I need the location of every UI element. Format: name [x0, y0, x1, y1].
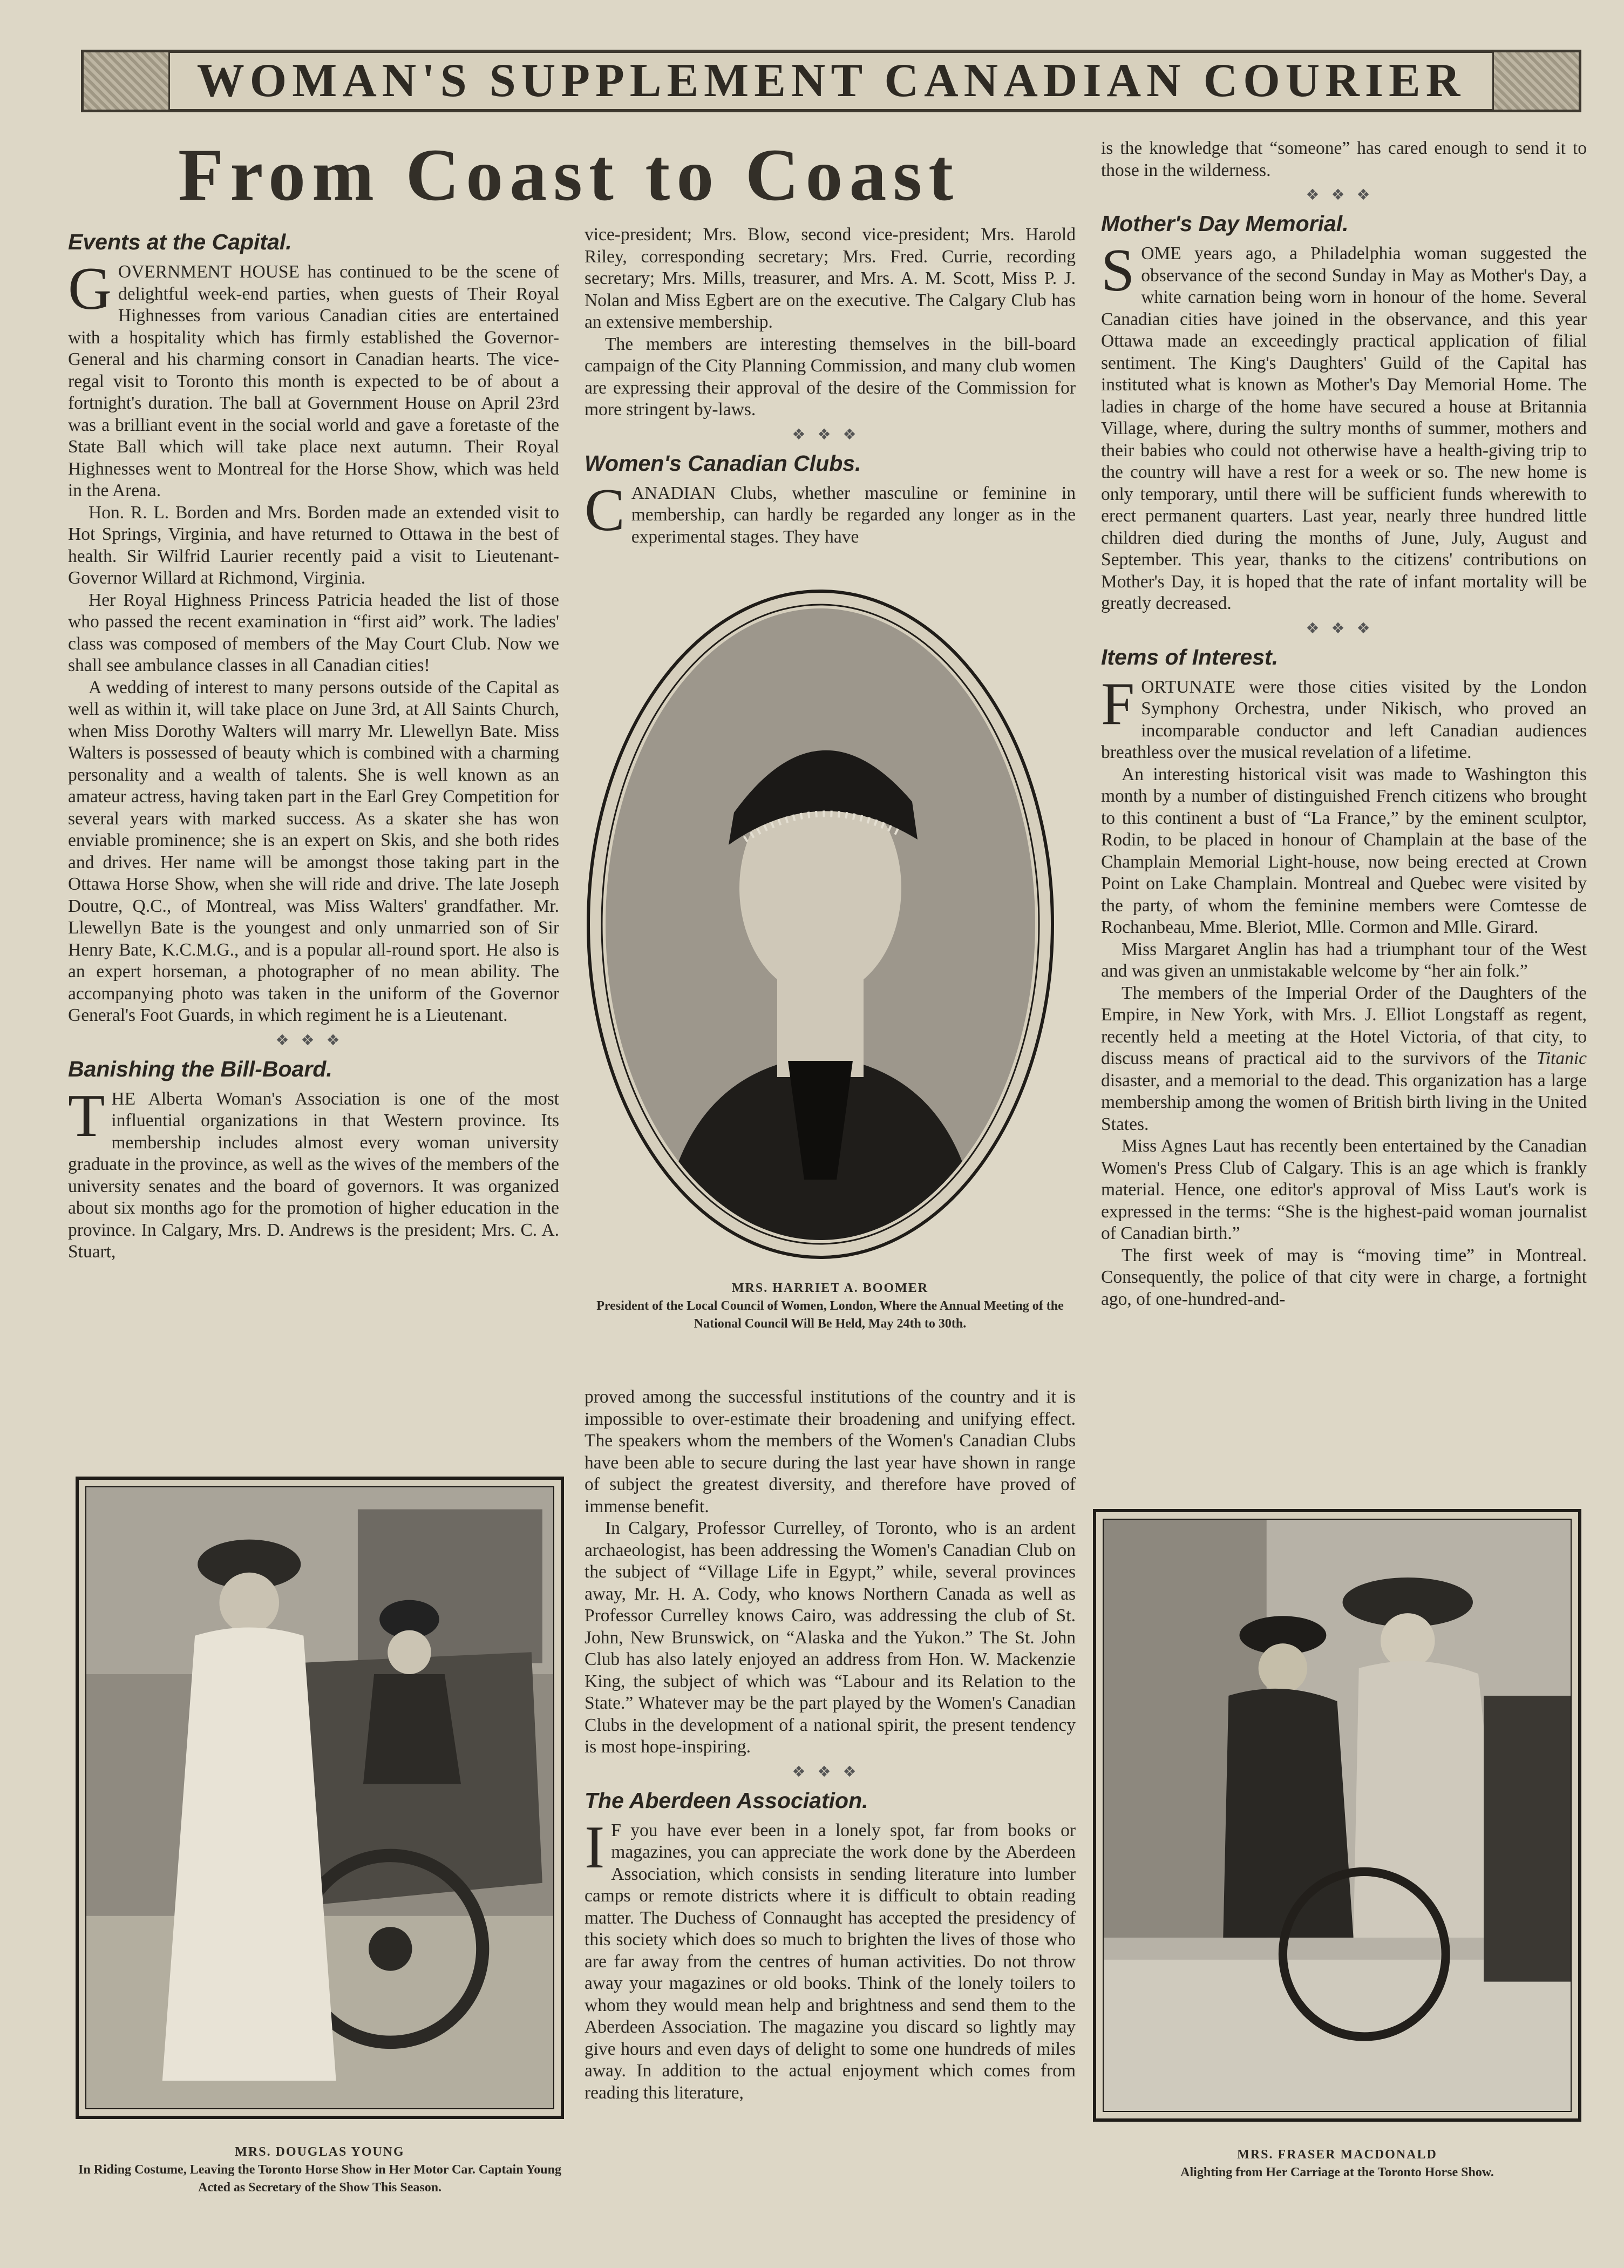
section-ornament: ❖❖❖: [1306, 186, 1382, 204]
fraser-macdonald-photo-image: [1104, 1520, 1571, 2111]
caption-name-fraser-macdonald: MRS. FRASER MACDONALD: [1237, 2148, 1437, 2162]
column-2-bottom-text: [585, 1386, 1076, 2104]
photo-douglas-young: [76, 1477, 564, 2119]
dropcap-i: I: [585, 1813, 605, 1881]
section-ornament: ❖❖❖: [792, 1762, 868, 1780]
portrait-harriet-boomer: [583, 586, 1058, 1263]
capital-paragraph-1: OVERNMENT HOUSE has continued to be the scene of delightful week-end parties, when guests of Their Royal Highnesses from various Canadian cities are entertained with a hospitality which has firmly established the Governor-General and his charming consort in Canadian hearts. The vice-regal visit to Toronto this month is expected to be of about a fortnight's duration. The ball at Government House on April 23rd was a brilliant event in the social world and gave a foretaste of the State Ball which will take place next autumn. Their Royal Highnesses went to Montreal for the Horse Show, which was held in the Arena.: [68, 262, 559, 500]
douglas-young-photo-image: [86, 1487, 553, 2108]
dropcap-g: G: [68, 255, 112, 322]
column-1-text: [68, 224, 559, 1263]
section-heading-aberdeen: The Aberdeen Association.: [585, 1788, 868, 1813]
dropcap-s: S: [1101, 237, 1135, 304]
banner-text: WOMAN'S SUPPLEMENT CANADIAN COURIER: [168, 51, 1494, 111]
titanic-italic: Titanic: [1536, 1048, 1587, 1068]
section-ornament: ❖❖❖: [792, 425, 868, 443]
caption-fraser-macdonald: [1093, 2146, 1581, 2182]
items-paragraph-4: The members of the Imperial Order of the Daughters of the Empire, in New York, with Mrs. J. Elliot Longstaff as regent, recently held a meeting at the Hotel Victoria, of that city, to discuss means of practical aid to the survivors of the Titanic disaster, and a memorial to the dead. This organization has a large membership among the women of British birth living in the United States.: [1101, 983, 1587, 1134]
mothers-day-paragraph: OME years ago, a Philadelphia woman suggested the observance of the second Sunday in May as Mother's Day, a white carnation being worn in honour of the home. Several Canadian cities have joined in the observance, and this year Ottawa made an exceedingly practical application of filial sentiment. The King's Daughters' Guild of the Capital has instituted what is known as Mother's Day Memorial Home. The ladies in charge of the home have secured a house at Britannia Village, where, during the sultry months of summer, mothers and their babies who could not otherwise have a health-giving trip to the country will have a rest for a week or so. The new home is only temporary, until there will be sufficient funds wherewith to erect permanent quarters. Last year, nearly three hundred little children died during the months of June, July, August and September. This year, thanks to the citizens' contributions on Mother's Day, it is hoped that the rate of infant mortality will be greatly decreased.: [1101, 243, 1587, 613]
clubs-calgary-paragraph-2: The members are interesting themselves in the bill-board campaign of the City Planning Commission, and many club women are expressing their approval of the desire of the Commission for more stringent by-laws.: [585, 334, 1076, 419]
section-heading-clubs: Women's Canadian Clubs.: [585, 450, 861, 476]
dropcap-f: F: [1101, 670, 1135, 737]
section-ornament: ❖❖❖: [275, 1031, 352, 1049]
caption-douglas-young: [76, 2143, 564, 2197]
dropcap-t: T: [68, 1082, 105, 1149]
caption-text-harriet-boomer: President of the Local Council of Women, London, Where the Annual Meeting of the National Council Will Be Held, May 24th to 30th.: [596, 1299, 1064, 1331]
column-3-text: [1101, 138, 1587, 1310]
caption-name-harriet-boomer: MRS. HARRIET A. BOOMER: [731, 1281, 929, 1295]
capital-paragraph-3: Her Royal Highness Princess Patricia headed the list of those who passed the recent examination in “first aid” work. The ladies' class was composed of members of the May Court Club. Now we shall see ambulance classes in all Canadian cities!: [68, 590, 559, 675]
caption-text-douglas-young: In Riding Costume, Leaving the Toronto Horse Show in Her Motor Car. Captain Young Acted as Secretary of the Show This Season.: [78, 2163, 561, 2195]
items-paragraph-6: The first week of may is “moving time” in Montreal. Consequently, the police of that city were in charge, a fortnight ago, of one-hundred-and-: [1101, 1245, 1587, 1309]
page-title: From Coast to Coast: [178, 133, 960, 216]
caption-text-fraser-macdonald: Alighting from Her Carriage at the Toronto Horse Show.: [1180, 2165, 1494, 2179]
section-ornament: ❖❖❖: [1306, 619, 1382, 637]
clubs-calgary-paragraph-1: vice-president; Mrs. Blow, second vice-president; Mrs. Harold Riley, corresponding secretary; Mrs. Fred. Currie, recording secretary; Mrs. Mills, treasurer, and Mrs. A. M. Scott, Miss P. J. Nolan and Miss Egbert are on the executive. The Calgary Club has an extensive membership.: [585, 225, 1076, 332]
capital-paragraph-4: A wedding of interest to many persons outside of the Capital as well as within it, will take place on June 3rd, at All Saints Church, when Miss Dorothy Walters will marry Mr. Llewellyn Bate. Miss Walters is possessed of beauty which is combined with a charming personality and a wealth of talents. She is well known as an amateur actress, having taken part in the Earl Grey Competition for several years with marked success. As a skater she has won enviable prominence; she is an expert on Skis, and she both rides and drives. Her name will be amongst those taking part in the Ottawa Horse Show, when she will ride and drive. The late Joseph Doutre, Q.C., of Montreal, was Miss Walters' grandfather. Mr. Llewellyn Bate is the youngest and only unmarried son of Sir Henry Bate, K.C.M.G., and is a popular all-round sport. He also is an expert horseman, a photographer of no mean ability. The accompanying photo was taken in the uniform of the Governor General's Foot Guards, in which regiment he is a Lieutenant.: [68, 677, 559, 1025]
clubs-paragraph: ANADIAN Clubs, whether masculine or feminine in membership, can hardly be regarded any longer as in the experimental stages. They have: [631, 483, 1076, 547]
aberdeen-paragraph: F you have ever been in a lonely spot, far from books or magazines, you can appreciate the work done by the Aberdeen Association, which consists in sending literature into lumber camps or remote districts where it is difficult to obtain reading matter. The Duchess of Connaught has accepted the presidency of this society which does so much to brighten the lives of those who are far away from the centres of human activities. Do not throw away your magazines or old books. Think of the lonely toilers to whom they would mean help and brightness and send them to the Aberdeen Association. The magazine you discard so lightly may give hours and even days of delight to some one hundreds of miles away. In addition to the actual enjoyment which comes from reading this literature,: [585, 1820, 1076, 2103]
section-heading-items: Items of Interest.: [1101, 644, 1279, 669]
column-2-top-text: [585, 224, 1076, 548]
section-heading-mothers-day: Mother's Day Memorial.: [1101, 211, 1349, 236]
section-heading-billboard: Banishing the Bill-Board.: [68, 1056, 332, 1081]
section-heading-capital: Events at the Capital.: [68, 229, 292, 254]
billboard-paragraph: HE Alberta Woman's Association is one of the most influential organizations in that Western province. Its membership includes almost every woman university graduate in the province, as well as the wives of the members of the university senates and the board of governors. It was organized about six months ago for the promotion of higher education in the province. In Calgary, Mrs. D. Andrews is the president; Mrs. C. A. Stuart,: [68, 1088, 559, 1262]
capital-paragraph-2: Hon. R. L. Borden and Mrs. Borden made an extended visit to Hot Springs, Virginia, and have returned to Ottawa in the best of health. Sir Wilfrid Laurier recently paid a visit to Lieutenant-Governor Willard at Richmond, Virginia.: [68, 502, 559, 588]
aberdeen-continued: is the knowledge that “someone” has cared enough to send it to those in the wilderness.: [1101, 138, 1587, 180]
dropcap-c: C: [585, 476, 625, 544]
clubs-speakers-paragraph: In Calgary, Professor Currelley, of Toronto, who is an ardent archaeologist, has been addressing the Women's Canadian Club on the subject of “Village Life in Egypt,” while, several provinces away, Mr. H. A. Cody, who knows Northern Canada as well as Professor Currelley knows Cairo, was addressing the club of St. John, New Brunswick, on “Alaska and the Yukon.” The St. John Club has also lately enjoyed an address from Hon. W. Mackenzie King, the subject of which was “Labour and its Relation to the State.” Whatever may be the part played by the Women's Canadian Clubs in the development of a national spirit, the present tendency is most hope-inspiring.: [585, 1518, 1076, 1757]
items-paragraph-1: ORTUNATE were those cities visited by the London Symphony Orchestra, under Nikisch, who proved an incomparable conductor and left Canadian audiences breathless over the musical revelation of a lifetime.: [1101, 676, 1587, 762]
photo-fraser-macdonald: [1093, 1509, 1581, 2122]
caption-name-douglas-young: MRS. DOUGLAS YOUNG: [235, 2145, 405, 2159]
items-paragraph-3: Miss Margaret Anglin has had a triumphant tour of the West and was given an unmistakable welcome by “her ain folk.”: [1101, 939, 1587, 981]
caption-harriet-boomer: [585, 1279, 1076, 1333]
clubs-continued-paragraph: proved among the successful institutions of the country and it is impossible to over-estimate their broadening and unifying effect. The speakers whom the members of the Women's Canadian Clubs have been able to secure during the last year have shown in range of subject the greatest diversity, and therefore have proved of immense benefit.: [585, 1387, 1076, 1516]
items-paragraph-2: An interesting historical visit was made to Washington this month by a number of distinguished French citizens who brought to this continent a bust of “La France,” by the eminent sculptor, Rodin, to be placed in honour of Champlain at the base of the Champlain Memorial Light-house, now being erected at Crown Point on Lake Champlain. Montreal and Quebec were visited by the party, of whom the feminine members were Comtesse de Rochanbeau, Mme. Bleriot, Mlle. Cormon and Mlle. Girard.: [1101, 764, 1587, 937]
items-paragraph-5: Miss Agnes Laut has recently been entertained by the Canadian Women's Press Club of Calgary. This is an age which is frankly material. Hence, one editor's approval of Miss Laut's work is expressed in the terms: “She is the highest-paid woman journalist of Canadian birth.”: [1101, 1136, 1587, 1243]
supplement-banner: [81, 50, 1581, 112]
